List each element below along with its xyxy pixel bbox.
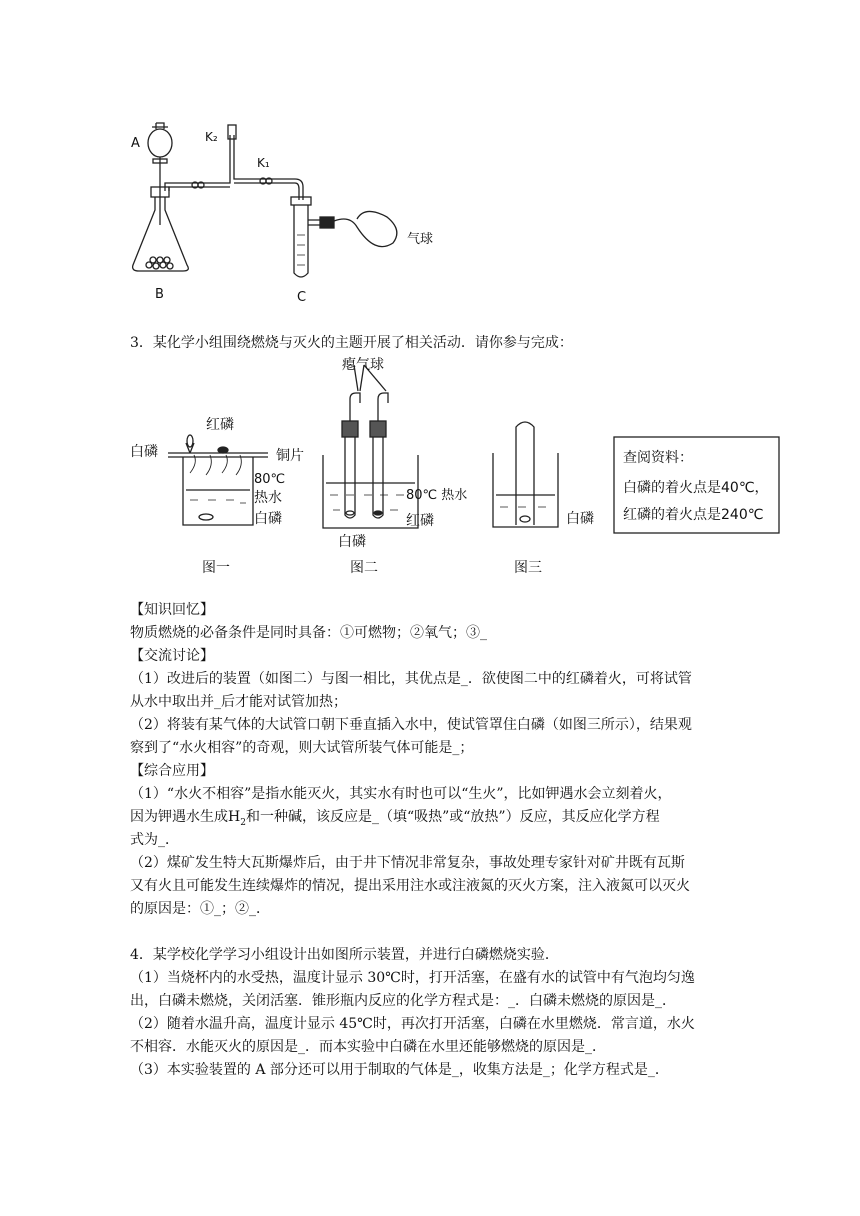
figure-2 [323, 365, 418, 528]
fig2-balloon: 瘪气球 [342, 357, 384, 373]
info-line2: 红磷的着火点是240℃ [623, 507, 764, 523]
label-b: B [155, 287, 164, 302]
fig1-temp: 80℃ [254, 472, 286, 487]
application-1-line1: （1）“水火不相容”是指水能灭火，其实水有时也可以“生火”，比如钾遇水会立刻着火， [130, 786, 672, 802]
figure-3 [493, 422, 558, 527]
q3-figures [128, 355, 788, 585]
q4-part1-line2: 出，白磷未燃烧，关闭活塞．锥形瓶内反应的化学方程式是：_．白磷未燃烧的原因是_． [130, 993, 676, 1009]
section-discussion-title: 【交流讨论】 [130, 648, 214, 664]
label-k1: K₁ [257, 156, 270, 170]
label-c: C [297, 290, 307, 305]
fig2-red-p: 红磷 [406, 513, 434, 529]
q4-part1-line1: （1）当烧杯内的水受热，温度计显示 30℃时，打开活塞，在盛有水的试管中有气泡均匀逸 [130, 970, 695, 986]
q4-part2-line1: （2）随着水温升高，温度计显示 45℃时，再次打开活塞，白磷在水里燃烧．常言道，水火 [130, 1016, 695, 1032]
fig1-copper: 铜片 [276, 448, 304, 464]
discussion-1-line1: （1）改进后的装置（如图二）与图一相比，其优点是_．欲使图二中的红磷着火，可将试管 [130, 671, 692, 687]
discussion-2-line1: （2）将装有某气体的大试管口朝下垂直插入水中，使试管罩住白磷（如图三所示），结果观 [130, 717, 692, 733]
q4-part3-line1: （3）本实验装置的 A 部分还可以用于制取的气体是_，收集方法是_；化学方程式是_． [130, 1062, 669, 1078]
figure-1 [168, 435, 268, 525]
application-2-line2: 又有火且可能发生连续爆炸的情况，提出采用注水或注液氮的灭火方案，注入液氮可以灭火 [130, 878, 690, 894]
info-title: 查阅资料： [623, 450, 693, 466]
label-a: A [131, 136, 140, 151]
label-balloon: 气球 [407, 232, 434, 247]
application-1-line2: 因为钾遇水生成$H_2$和一种碱，该反应是_（填“吸热”或“放热”）反应，其反应化学方程 [130, 809, 660, 828]
fig3-white-p: 白磷 [566, 511, 594, 527]
fig2-caption: 图二 [350, 560, 378, 576]
application-2-line3: 的原因是：①_；②_． [130, 901, 270, 917]
fig1-white-p-left: 白磷 [130, 444, 158, 460]
section-knowledge-title: 【知识回忆】 [130, 602, 214, 618]
q3-heading: 3．某化学小组围绕燃烧与灭火的主题开展了相关活动．请你参与完成： [130, 335, 573, 351]
info-line1: 白磷的着火点是40℃， [623, 480, 769, 496]
fig1-hot-water: 热水 [254, 490, 282, 506]
section-application-title: 【综合应用】 [130, 763, 214, 779]
discussion-1-line2: 从水中取出并_后才能对试管加热； [130, 694, 347, 710]
application-1-line3: 式为_． [130, 832, 179, 848]
fig2-hot-water: 80℃ 热水 [406, 488, 468, 503]
apparatus-figure-top [125, 105, 455, 310]
q4-part2-line2: 不相容．水能灭火的原因是_．而本实验中白磷在水里还能够燃烧的原因是_． [130, 1039, 606, 1055]
info-box [614, 437, 779, 533]
application-2-line1: （2）煤矿发生特大瓦斯爆炸后，由于井下情况非常复杂，事故处理专家针对矿井既有瓦斯 [130, 855, 685, 871]
label-k2: K₂ [205, 130, 218, 144]
fig1-red-p: 红磷 [206, 417, 234, 433]
section-knowledge-text: 物质燃烧的必备条件是同时具备：①可燃物；②氧气；③_ [130, 625, 487, 641]
fig3-caption: 图三 [514, 560, 542, 576]
fig1-caption: 图一 [202, 560, 230, 576]
fig1-white-p-bottom: 白磷 [254, 511, 282, 527]
q4-heading: 4．某学校化学学习小组设计出如图所示装置，并进行白磷燃烧实验． [130, 947, 559, 963]
fig2-white-p: 白磷 [338, 534, 366, 550]
discussion-2-line2: 察到了“水火相容”的奇观，则大试管所装气体可能是_； [130, 740, 474, 756]
